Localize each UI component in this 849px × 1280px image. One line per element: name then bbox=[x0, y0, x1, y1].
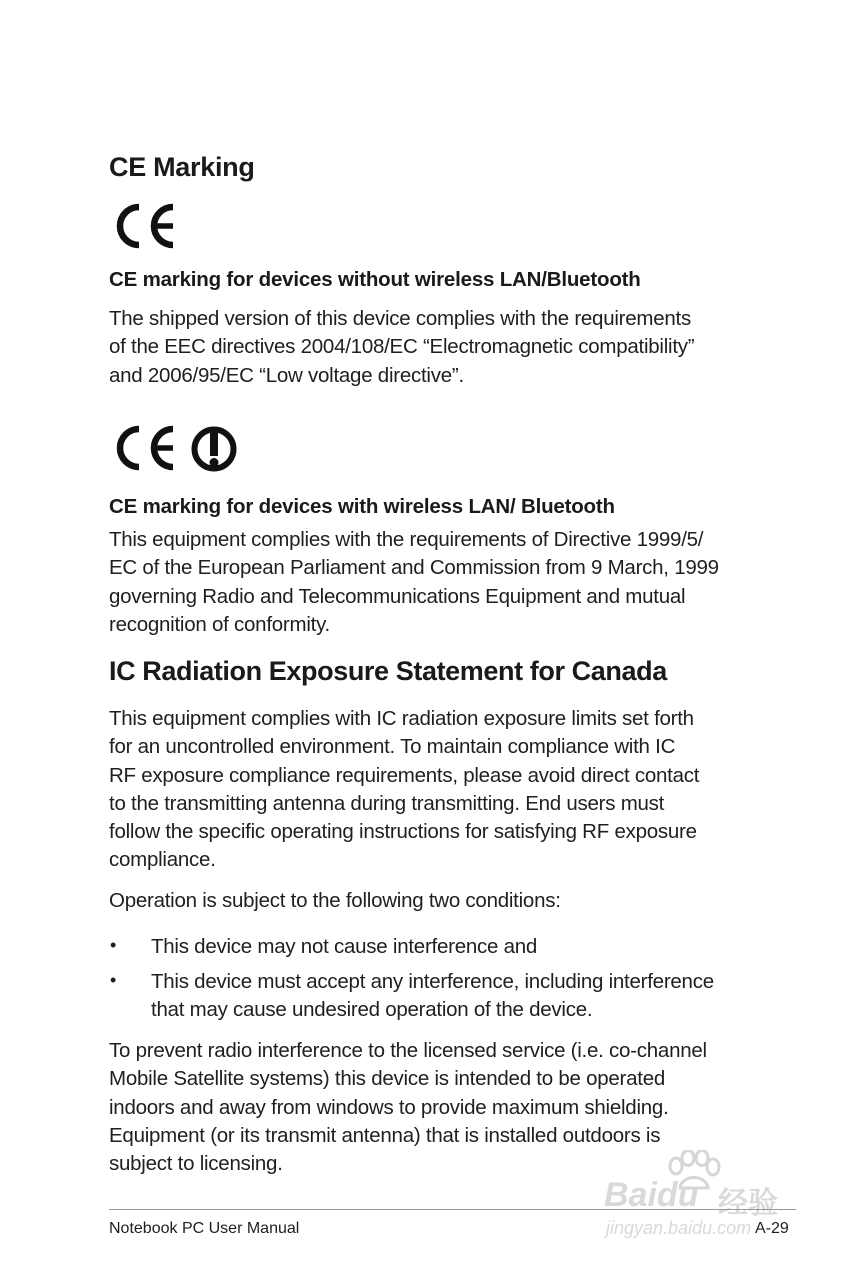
bullet-line: that may cause undesired operation of the device. bbox=[151, 998, 593, 1022]
paragraph-line: for an uncontrolled environment. To maintain compliance with IC bbox=[109, 735, 676, 759]
ic-paragraph-1 bbox=[109, 705, 759, 875]
paragraph-line: and 2006/95/EC “Low voltage directive”. bbox=[109, 363, 464, 387]
paragraph-line: This equipment complies with IC radiation exposure limits set forth bbox=[109, 707, 694, 730]
watermark-url: jingyan.baidu.com bbox=[606, 1218, 752, 1238]
ce-wireless-heading: CE marking for devices with wireless LAN/ Bluetooth bbox=[109, 495, 615, 518]
paragraph-line: To prevent radio interference to the licensed service (i.e. co-channel bbox=[109, 1039, 707, 1062]
paragraph-line: RF exposure compliance requirements, please avoid direct contact bbox=[109, 763, 700, 787]
footer-title: Notebook PC User Manual bbox=[109, 1220, 300, 1237]
page-number: A-29 bbox=[755, 1220, 789, 1237]
paragraph-line: to the transmitting antenna during transmitting. End users must bbox=[109, 791, 665, 815]
paragraph-line: The shipped version of this device complies with the requirements bbox=[109, 307, 691, 330]
ce-no-wireless-heading: CE marking for devices without wireless LAN/Bluetooth bbox=[109, 268, 641, 291]
paragraph-line: indoors and away from windows to provide maximum shielding. bbox=[109, 1095, 669, 1119]
bullet-item bbox=[151, 968, 761, 1025]
paragraph-line: Operation is subject to the following two conditions: bbox=[109, 889, 561, 912]
bullet-marker: • bbox=[110, 935, 117, 955]
bullet-item bbox=[151, 933, 761, 961]
watermark-cn: 经验 bbox=[718, 1187, 778, 1220]
paragraph-line: EC of the European Parliament and Commission from 9 March, 1999 bbox=[109, 556, 719, 580]
watermark-brand: Baidu bbox=[604, 1176, 699, 1214]
paragraph-line: Mobile Satellite systems) this device is intended to be operated bbox=[109, 1067, 666, 1091]
alert-mark-icon bbox=[189, 425, 241, 473]
paragraph-line: governing Radio and Telecommunications Equipment and mutual bbox=[109, 584, 686, 608]
ce-no-wireless-paragraph bbox=[109, 305, 759, 390]
ce-mark-icon bbox=[109, 201, 181, 251]
ic-statement-heading: IC Radiation Exposure Statement for Canada bbox=[109, 656, 667, 686]
bullet-marker: • bbox=[110, 970, 117, 990]
bullet-line: This device must accept any interference, including interference bbox=[151, 970, 714, 993]
paragraph-line: Equipment (or its transmit antenna) that is installed outdoors is bbox=[109, 1123, 661, 1147]
paragraph-line: compliance. bbox=[109, 848, 216, 872]
ce-marking-heading: CE Marking bbox=[109, 152, 255, 182]
footer-divider bbox=[109, 1209, 796, 1210]
paragraph-line: follow the specific operating instructions for satisfying RF exposure bbox=[109, 820, 697, 844]
ce-wireless-paragraph bbox=[109, 526, 759, 639]
paragraph-line: recognition of conformity. bbox=[109, 612, 331, 636]
bullet-line: This device may not cause interference and bbox=[151, 935, 538, 958]
ic-paragraph-2 bbox=[109, 887, 759, 915]
paragraph-line: subject to licensing. bbox=[109, 1152, 283, 1176]
paragraph-line: This equipment complies with the requirements of Directive 1999/5/ bbox=[109, 528, 704, 551]
paragraph-line: of the EEC directives 2004/108/EC “Electromagnetic compatibility” bbox=[109, 335, 695, 359]
